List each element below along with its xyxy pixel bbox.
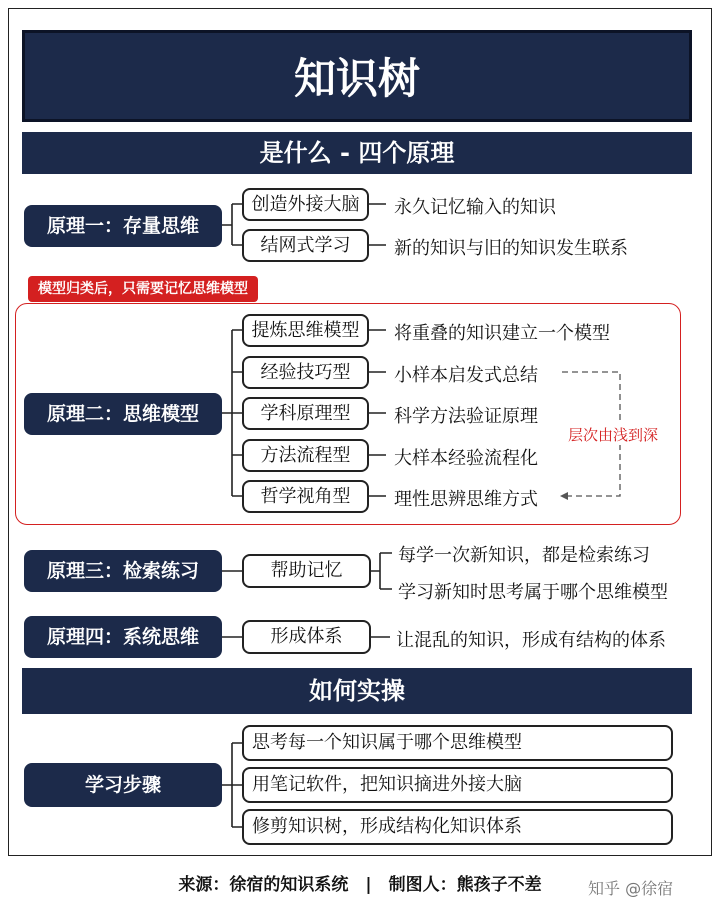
p1-leaf-permanent-memory: 永久记忆输入的知识 <box>394 197 556 218</box>
step-3: 修剪知识树，形成结构化知识体系 <box>242 809 673 845</box>
principle3-box: 原理三：检索练习 <box>24 550 222 592</box>
principle1-box: 原理一：存量思维 <box>24 205 222 247</box>
principle2-box: 原理二：思维模型 <box>24 393 222 435</box>
step-2: 用笔记软件，把知识摘进外接大脑 <box>242 767 673 803</box>
title-banner: 知识树 <box>22 30 692 122</box>
watermark: 知乎 @徐宿 <box>588 879 674 898</box>
p1-node-network-learning: 结网式学习 <box>242 229 369 262</box>
section-header-how: 如何实操 <box>22 668 692 714</box>
p2-leaf-scientific: 科学方法验证原理 <box>394 406 538 427</box>
p1-node-external-brain: 创造外接大脑 <box>242 188 369 221</box>
p4-leaf-structure: 让混乱的知识，形成有结构的体系 <box>396 630 666 651</box>
p3-leaf-retrieval: 每学一次新知识，都是检索练习 <box>398 545 650 566</box>
section-header-what: 是什么 - 四个原理 <box>22 132 692 174</box>
model-tag: 模型归类后，只需要记忆思维模型 <box>28 276 258 302</box>
p2-node-philosophy: 哲学视角型 <box>242 480 369 513</box>
footer-source: 来源：徐宿的知识系统 | 制图人：熊孩子不差 <box>178 875 542 895</box>
steps-branch-line <box>222 743 242 827</box>
p3-leaf-which-model: 学习新知时思考属于哪个思维模型 <box>398 582 668 603</box>
p2-node-discipline: 学科原理型 <box>242 397 369 430</box>
p1-leaf-connect-knowledge: 新的知识与旧的知识发生联系 <box>394 238 628 259</box>
p4-node-form-system: 形成体系 <box>242 620 371 654</box>
p2-node-extract-model: 提炼思维模型 <box>242 314 369 347</box>
p1-leaf-lines <box>369 204 386 245</box>
step-1: 思考每一个知识属于哪个思维模型 <box>242 725 673 761</box>
p2-leaf-build-model: 将重叠的知识建立一个模型 <box>394 323 610 344</box>
p2-node-method: 方法流程型 <box>242 439 369 472</box>
steps-box: 学习步骤 <box>24 763 222 807</box>
depth-label: 层次由浅到深 <box>568 426 659 444</box>
p2-leaf-small-sample: 小样本启发式总结 <box>394 365 538 386</box>
p2-node-experience: 经验技巧型 <box>242 356 369 389</box>
p3-node-help-memory: 帮助记忆 <box>242 554 371 588</box>
p2-leaf-rational: 理性思辨思维方式 <box>394 489 538 510</box>
principle4-box: 原理四：系统思维 <box>24 616 222 658</box>
p3-leaf-lines <box>371 553 392 589</box>
p1-branch-line <box>222 204 242 245</box>
p2-leaf-large-sample: 大样本经验流程化 <box>394 448 538 469</box>
